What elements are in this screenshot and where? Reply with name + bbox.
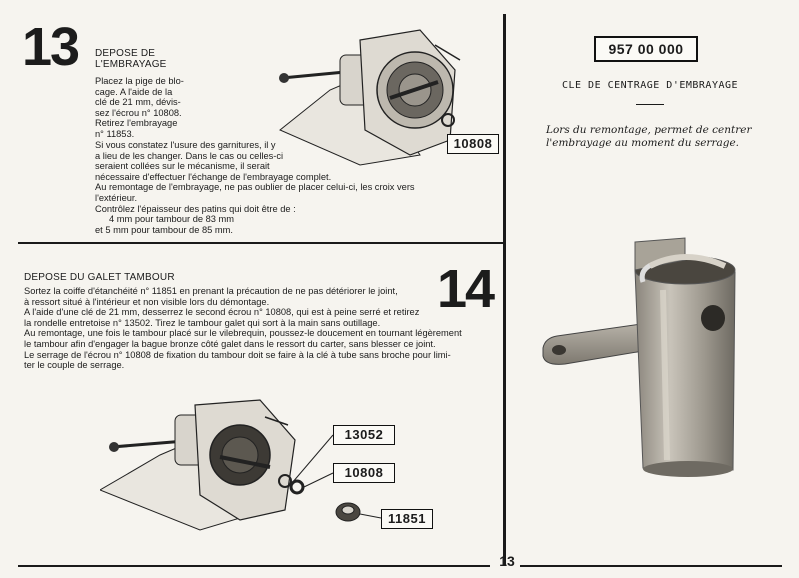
text-line: nécessaire d'effectuer l'échange de l'embrayage complet. (95, 171, 332, 182)
text-line: cage. A l'aide de la (95, 86, 173, 97)
text-line: Retirez l'embrayage (95, 118, 178, 129)
text-line: seraient collées sur le mécanisme, il serait (95, 161, 270, 172)
text-line: Placez la pige de blo- (95, 76, 184, 86)
section-13-paragraph-1 (95, 76, 193, 140)
text-line: et 5 mm pour tambour de 85 mm. (95, 224, 233, 235)
bottom-rule-left (18, 565, 490, 567)
centering-wrench-photo (535, 230, 755, 480)
text-line: la rondelle entretoise n° 13502. Tirez le tambour galet qui sort à la main sans outillage. (24, 317, 381, 328)
section-14-body (24, 286, 494, 371)
text-line: Au remontage de l'embrayage, ne pas oublier de placer celui-ci, les croix vers (95, 182, 415, 193)
section-divider (18, 242, 503, 244)
tool-description-line2: l'embrayage au moment du serrage. (546, 137, 740, 149)
part-label-11851: 11851 (381, 509, 433, 529)
text-line: a lieu de les changer. Dans le cas ou celles-ci (95, 150, 284, 161)
text-line: Le serrage de l'écrou n° 10808 de fixation du tambour doit se faire à la clé à tube sans broche pour limi- (24, 349, 451, 360)
bottom-rule-right (520, 565, 782, 567)
step-number-13: 13 (22, 17, 79, 77)
drum-removal-illustration (100, 395, 340, 535)
text-line: 4 mm pour tambour de 83 mm (109, 214, 235, 225)
text-line: A l'aide d'une clé de 21 mm, desserrez le second écrou n° 10808, qui est à peine serré et retirez (24, 307, 420, 318)
section-13-title-line2: L'EMBRAYAGE (95, 59, 167, 70)
column-divider (503, 14, 506, 566)
text-line: Contrôlez l'épaisseur des patins qui doit être de : (95, 203, 296, 214)
tool-description-line1: Lors du remontage, permet de centrer (546, 124, 752, 136)
text-line: n° 11853. (95, 128, 135, 139)
text-line: Au remontage, une fois le tambour placé sur le vilebrequin, poussez-le doucement en tournant légèrement (24, 328, 462, 339)
part-label-10808: 10808 (333, 463, 395, 483)
text-line: l'extérieur. (95, 192, 138, 203)
tool-reference: 957 00 000 (594, 36, 698, 62)
clutch-removal-illustration (270, 20, 470, 170)
page-number: 13 (499, 553, 515, 569)
text-line: sez l'écrou n° 10808. (95, 107, 182, 118)
step-number-14: 14 (437, 259, 494, 319)
text-line: le tambour afin d'engager la bague bronze côté galet dans le ressort du carter, sans blesser ce joint. (24, 338, 436, 349)
section-14-title: DEPOSE DU GALET TAMBOUR (24, 272, 175, 283)
text-line: Sortez la coiffe d'étanchéité n° 11851 en prenant la précaution de ne pas détériorer le joint, (24, 286, 398, 296)
section-13-title-line1: DEPOSE DE (95, 48, 156, 59)
text-line: Si vous constatez l'usure des garnitures, il y (95, 140, 276, 150)
part-label-13052: 13052 (333, 425, 395, 445)
part-label-10808: 10808 (447, 134, 499, 154)
text-line: clé de 21 mm, dévis- (95, 97, 181, 108)
seal-cap-illustration (332, 496, 382, 526)
tool-title-rule (636, 104, 664, 105)
text-line: à ressort situé à l'intérieur et non visible lors du démontage. (24, 296, 270, 307)
section-13-title (95, 48, 245, 70)
tool-description (546, 124, 776, 150)
text-line: ter le couple de serrage. (24, 360, 125, 371)
tool-title: CLE DE CENTRAGE D'EMBRAYAGE (561, 80, 739, 91)
